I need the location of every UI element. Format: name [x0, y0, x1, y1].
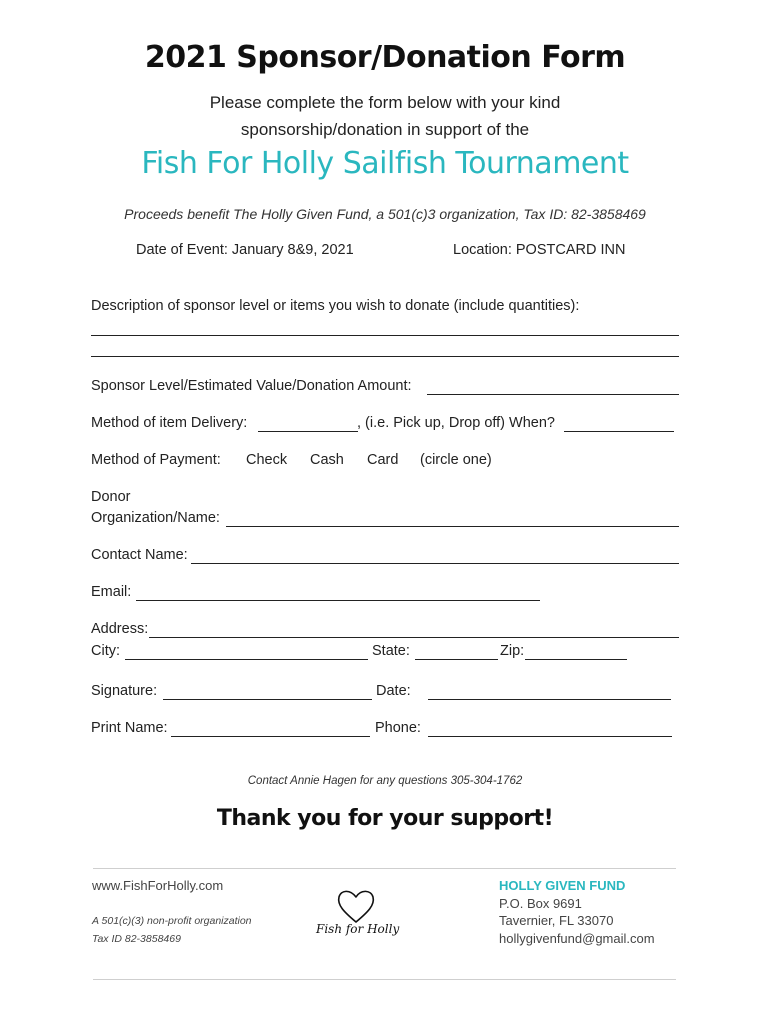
footer-tax-id: Tax ID 82-3858469: [92, 933, 181, 945]
donor-name-field[interactable]: [226, 526, 679, 527]
city-label: City:: [91, 643, 120, 659]
delivery-when-field[interactable]: [564, 431, 674, 432]
state-field[interactable]: [415, 659, 498, 660]
address-label: Address:: [91, 621, 149, 637]
tournament-name: Fish For Holly Sailfish Tournament: [141, 146, 629, 181]
payment-option-check[interactable]: Check: [246, 452, 288, 468]
description-label: Description of sponsor level or items you wish to donate (include quantities):: [91, 298, 580, 314]
print-name-label: Print Name:: [91, 720, 168, 736]
delivery-method-field[interactable]: [258, 431, 358, 432]
description-line-1[interactable]: [91, 335, 679, 336]
contact-name-label: Contact Name:: [91, 547, 188, 563]
contact-name-field[interactable]: [191, 563, 679, 564]
payment-option-cash[interactable]: Cash: [310, 452, 344, 468]
phone-label: Phone:: [375, 720, 421, 736]
footer-website[interactable]: www.FishForHolly.com: [92, 878, 224, 893]
logo-text: Fish for Holly: [316, 922, 400, 936]
delivery-label: Method of item Delivery:: [91, 415, 248, 431]
donor-label-1: Donor: [91, 489, 131, 505]
contact-note: Contact Annie Hagen for any questions 305-304-1762: [247, 775, 523, 787]
footer-divider-top: [93, 868, 676, 869]
intro-line-2: sponsorship/donation in support of the: [240, 120, 530, 139]
payment-option-card[interactable]: Card: [367, 452, 399, 468]
footer-city-state: Tavernier, FL 33070: [499, 913, 614, 928]
city-field[interactable]: [125, 659, 368, 660]
sponsor-level-label: Sponsor Level/Estimated Value/Donation Amount:: [91, 378, 412, 394]
zip-label: Zip:: [500, 643, 525, 659]
email-field[interactable]: [136, 600, 540, 601]
proceeds-statement: Proceeds benefit The Holly Given Fund, a 501(c)3 organization, Tax ID: 82-3858469: [124, 206, 646, 222]
signature-field[interactable]: [163, 699, 372, 700]
donor-label-2: Organization/Name:: [91, 510, 220, 526]
event-date: Date of Event: January 8&9, 2021: [136, 242, 354, 258]
heart-logo-icon: [334, 886, 378, 926]
date-label: Date:: [376, 683, 411, 699]
footer-email[interactable]: hollygivenfund@gmail.com: [499, 931, 655, 946]
description-line-2[interactable]: [91, 356, 679, 357]
thank-you-message: Thank you for your support!: [216, 806, 554, 831]
payment-hint: (circle one): [420, 452, 492, 468]
date-field[interactable]: [428, 699, 671, 700]
state-label: State:: [372, 643, 410, 659]
phone-field[interactable]: [428, 736, 672, 737]
delivery-hint: , (i.e. Pick up, Drop off) When?: [357, 415, 555, 431]
signature-label: Signature:: [91, 683, 158, 699]
footer-divider-bottom: [93, 979, 676, 980]
footer-po-box: P.O. Box 9691: [499, 896, 582, 911]
footer-nonprofit: A 501(c)(3) non-profit organization: [92, 915, 252, 927]
email-label: Email:: [91, 584, 132, 600]
intro-line-1: Please complete the form below with your kind: [209, 93, 561, 112]
sponsor-level-field[interactable]: [427, 394, 679, 395]
address-field[interactable]: [149, 637, 679, 638]
print-name-field[interactable]: [171, 736, 370, 737]
event-location: Location: POSTCARD INN: [453, 242, 626, 258]
payment-label: Method of Payment:: [91, 452, 221, 468]
footer-fund-name: HOLLY GIVEN FUND: [499, 878, 626, 893]
zip-field[interactable]: [525, 659, 627, 660]
form-title: 2021 Sponsor/Donation Form: [144, 40, 626, 75]
